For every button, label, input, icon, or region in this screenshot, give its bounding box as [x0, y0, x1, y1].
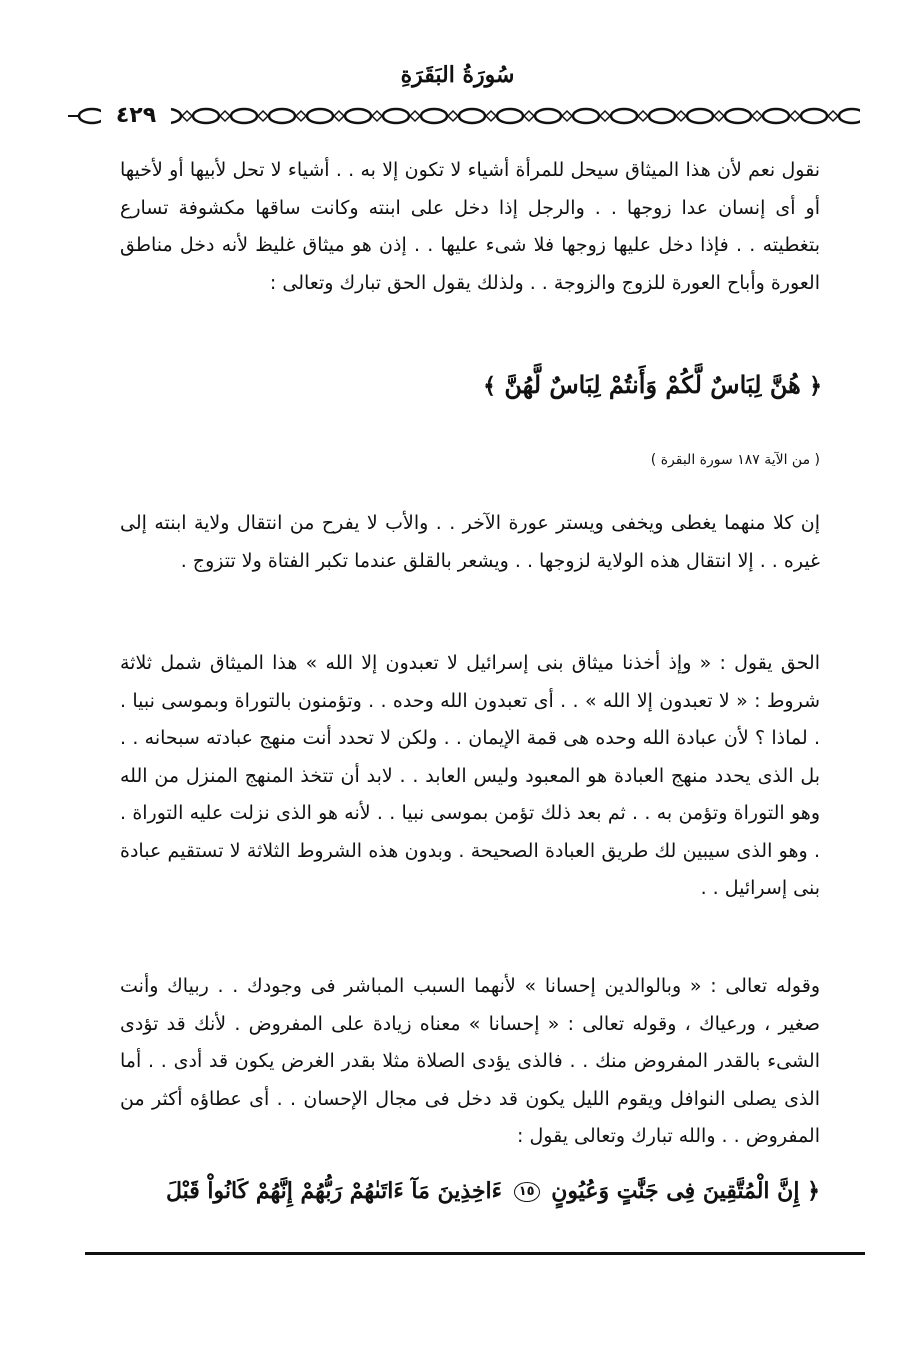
header-ornament-band [68, 100, 860, 132]
paragraph-4: وقوله تعالى : « وبالوالدين إحسانا » لأنهما السبب المباشر فى وجودك . . ربياك وأنت صغير ، ورعياك ، وقوله تعالى : « إحسانا » معناه زيادة على المفروض . لأنك قد تؤدى الشىء بالقدر المفروض منك . . فالذى يؤدى الصلاة مثلا بقدر الغرض يكون قد أدى . . أما الذى يصلى النوافل ويقوم الليل يكون قد دخل فى مجال الإحسان . . أى عطاؤه أكثر من المفروض . . والله تبارك وتعالى يقول : [120, 975, 820, 1147]
ornament-diamond [334, 111, 344, 121]
ornament-link [611, 109, 637, 123]
ornament-diamond [524, 111, 534, 121]
ornament-chain [68, 100, 860, 132]
ornament-link [231, 109, 257, 123]
surah-title: سُورَةُ البَقَرَةِ [400, 62, 515, 88]
paragraph-1-block [120, 152, 820, 302]
ornament-diamond [258, 111, 268, 121]
ornament-link [497, 109, 523, 123]
ornament-link [763, 109, 789, 123]
ornament-link [269, 109, 295, 123]
ayah-number-marker: ١٥ [514, 1182, 540, 1202]
ornament-diamond [182, 111, 192, 121]
ornament-diamond [828, 111, 838, 121]
ornament-link [725, 109, 751, 123]
ornament-diamond [752, 111, 762, 121]
ornament-link [801, 109, 827, 123]
ornament-diamond [296, 111, 306, 121]
ornament-link [687, 109, 713, 123]
quran-verse-2 [166, 1178, 820, 1204]
ornament-link [459, 109, 485, 123]
paragraph-3: الحق يقول : « وإذ أخذنا ميثاق بنى إسرائيل لا تعبدون إلا الله » هذا الميثاق شمل ثلاثة شروط : « لا تعبدون إلا الله » . . أى تعبدون الله وحده . . وتؤمنون بالتوراة وبموسى نبيا . . لماذا ؟ لأن عبادة الله وحده هى قمة الإيمان . . ولكن لا تحدد أنت منهج عبادته سبحانه . . بل الذى يحدد منهج العبادة هو المعبود وليس العابد . . لابد أن تتخذ المنهج المنزل من الله وهو التوراة وتؤمن به . . ثم بعد ذلك تؤمن بموسى نبيا . . لأنه هو الذى نزلت عليه التوراة . . وهو الذى سيبين لك طريق العبادة الصحيحة . وبدون هذه الشروط الثلاثة لا تستقيم عبادة بنى إسرائيل . . [120, 652, 820, 899]
verse-open-bracket: ﴿ [809, 373, 822, 399]
page-number: ٤٢٩ [101, 102, 171, 130]
verse-open-bracket: ﴿ [807, 1178, 820, 1204]
ornament-diamond [714, 111, 724, 121]
ornament-link [573, 109, 599, 123]
ornament-link [421, 109, 447, 123]
ornament-diamond [486, 111, 496, 121]
ornament-link [839, 109, 860, 123]
ornament-diamond [410, 111, 420, 121]
paragraph-3-block [120, 645, 820, 908]
ornament-link [307, 109, 333, 123]
ornament-link [345, 109, 371, 123]
verse-2-part-2: ءَاخِذِينَ مَآ ءَاتَىٰهُمْ رَبُّهُمْ إِنَّهُمْ كَانُواْ قَبْلَ [165, 1178, 503, 1204]
ornament-diamond [676, 111, 686, 121]
paragraph-2: إن كلا منهما يغطى ويخفى ويستر عورة الآخر . . والأب لا يفرح من انتقال ولاية ابنته إلى غيره . . إلا انتقال هذه الولاية لزوجها . . ويشعر بالقلق عندما تكبر الفتاة ولا تتزوج . [120, 512, 820, 572]
paragraph-4-block [120, 968, 820, 1156]
ornament-diamond [562, 111, 572, 121]
paragraph-2-block [120, 505, 820, 580]
paragraph-1: نقول نعم لأن هذا الميثاق سيحل للمرأة أشياء لا تكون إلا به . . أشياء لا تحل لأبيها أو لأخيها أو أى إنسان عدا زوجها . . والرجل إذا دخل على ابنته وكانت ساقها مكشوفة تسارع بتغطيته . . فإذا دخل عليها زوجها فلا شىء عليها . . إذن هو ميثاق غليظ لأنه دخل مناطق العورة وأباح العورة للزوج والزوجة . . ولذلك يقول الحق تبارك وتعالى : [120, 159, 820, 294]
ornament-diamond [790, 111, 800, 121]
verse-close-bracket: ﴾ [483, 373, 497, 399]
verse-reference: ( من الآية ١٨٧ سورة البقرة ) [650, 452, 820, 468]
ornament-link [649, 109, 675, 123]
verse-2-part-1: إِنَّ الْمُتَّقِينَ فِى جَنَّٰتٍ وَعُيُونٍ [551, 1178, 800, 1204]
ornament-diamond [220, 111, 230, 121]
ornament-link [193, 109, 219, 123]
ornament-link [535, 109, 561, 123]
ornament-diamond [448, 111, 458, 121]
ornament-link [383, 109, 409, 123]
ornament-diamond [600, 111, 610, 121]
ornament-diamond [372, 111, 382, 121]
quran-verse-1 [483, 370, 822, 399]
ornament-diamond [638, 111, 648, 121]
verse-1-text: هُنَّ لِبَاسٌ لَّكُمْ وَأَنتُمْ لِبَاسٌ لَّهُنَّ [504, 370, 801, 399]
bottom-rule [85, 1252, 865, 1255]
